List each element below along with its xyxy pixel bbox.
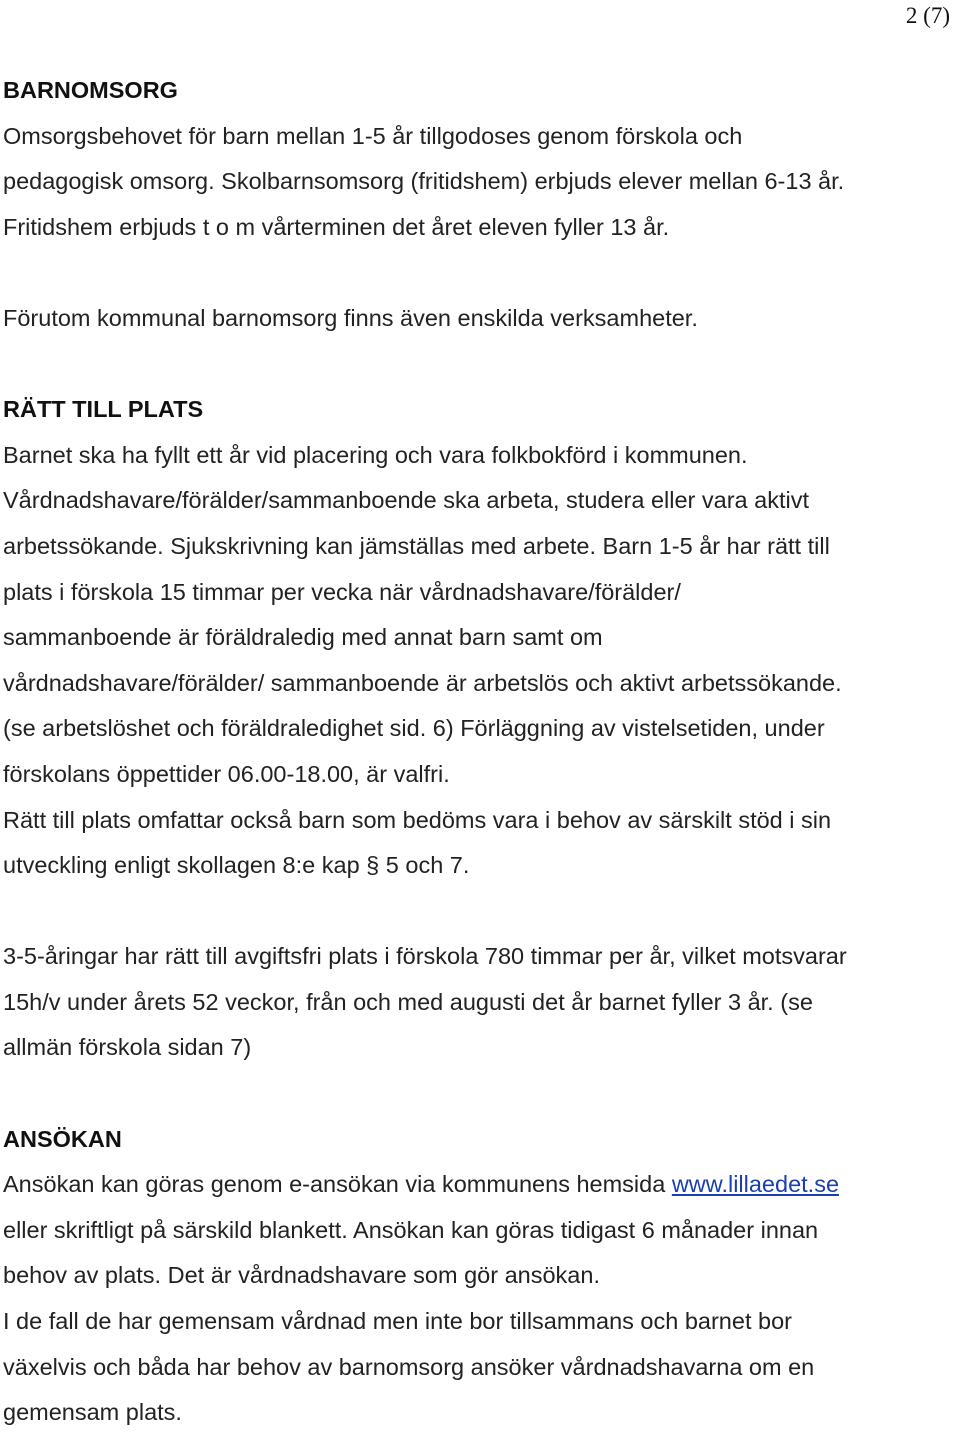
spacer (3, 342, 955, 388)
paragraph-line: 15h/v under årets 52 veckor, från och med augusti det år barnet fyller 3 år. (se (3, 988, 813, 1015)
paragraph-line: sammanboende är föräldraledig med annat barn samt om (3, 624, 603, 651)
paragraph-line: Förutom kommunal barnomsorg finns även enskilda verksamheter. (3, 304, 698, 331)
paragraph-line: 3-5-åringar har rätt till avgiftsfri plats i förskola 780 timmar per år, vilket motsvarar (3, 943, 847, 970)
spacer (3, 250, 955, 296)
website-link[interactable]: www.lillaedet.se (671, 1171, 840, 1198)
paragraph-line: (se arbetslöshet och föräldraledighet sid. 6) Förläggning av vistelsetiden, under (3, 715, 825, 742)
paragraph-line: Omsorgsbehovet för barn mellan 1-5 år tillgodoses genom förskola och (3, 122, 743, 149)
paragraph-text: Ansökan kan göras genom e-ansökan via kommunens hemsida (3, 1171, 672, 1198)
paragraph-line: I de fall de har gemensam vårdnad men inte bor tillsammans och barnet bor (3, 1308, 792, 1335)
paragraph-line: växelvis och båda har behov av barnomsorg ansöker vårdnadshavarna om en (3, 1353, 815, 1380)
paragraph-line: utveckling enligt skollagen 8:e kap § 5 och 7. (3, 852, 470, 879)
paragraph-line (3, 1162, 955, 1208)
paragraph-line: vårdnadshavare/förälder/ sammanboende är arbetslös och aktivt arbetssökande. (3, 669, 842, 696)
paragraph-line: förskolans öppettider 06.00-18.00, är valfri. (3, 760, 450, 787)
paragraph-line: Barnet ska ha fyllt ett år vid placering och vara folkbokförd i kommunen. (3, 441, 748, 468)
paragraph-line: Fritidshem erbjuds t o m vårterminen det året eleven fyller 13 år. (3, 213, 670, 240)
document-body (3, 68, 955, 1436)
heading-ratt-till-plats: RÄTT TILL PLATS (3, 396, 204, 423)
heading-ansokan: ANSÖKAN (3, 1125, 122, 1152)
paragraph-line: plats i förskola 15 timmar per vecka när vårdnadshavare/förälder/ (3, 578, 681, 605)
paragraph-line: arbetssökande. Sjukskrivning kan jämställas med arbete. Barn 1-5 år har rätt till (3, 532, 830, 559)
spacer (3, 1071, 955, 1117)
paragraph-line: pedagogisk omsorg. Skolbarnsomsorg (fritidshem) erbjuds elever mellan 6-13 år. (3, 168, 845, 195)
paragraph-line: Vårdnadshavare/förälder/sammanboende ska arbeta, studera eller vara aktivt (3, 487, 809, 514)
paragraph-line: behov av plats. Det är vårdnadshavare som gör ansökan. (3, 1262, 600, 1289)
paragraph-line: Rätt till plats omfattar också barn som bedöms vara i behov av särskilt stöd i sin (3, 806, 832, 833)
spacer (3, 889, 955, 935)
paragraph-line: gemensam plats. (3, 1399, 182, 1426)
heading-barnomsorg: BARNOMSORG (3, 77, 178, 103)
paragraph-line: allmän förskola sidan 7) (3, 1034, 252, 1061)
page-number: 2 (7) (905, 3, 950, 28)
paragraph-line: eller skriftligt på särskild blankett. Ansökan kan göras tidigast 6 månader innan (3, 1216, 819, 1243)
